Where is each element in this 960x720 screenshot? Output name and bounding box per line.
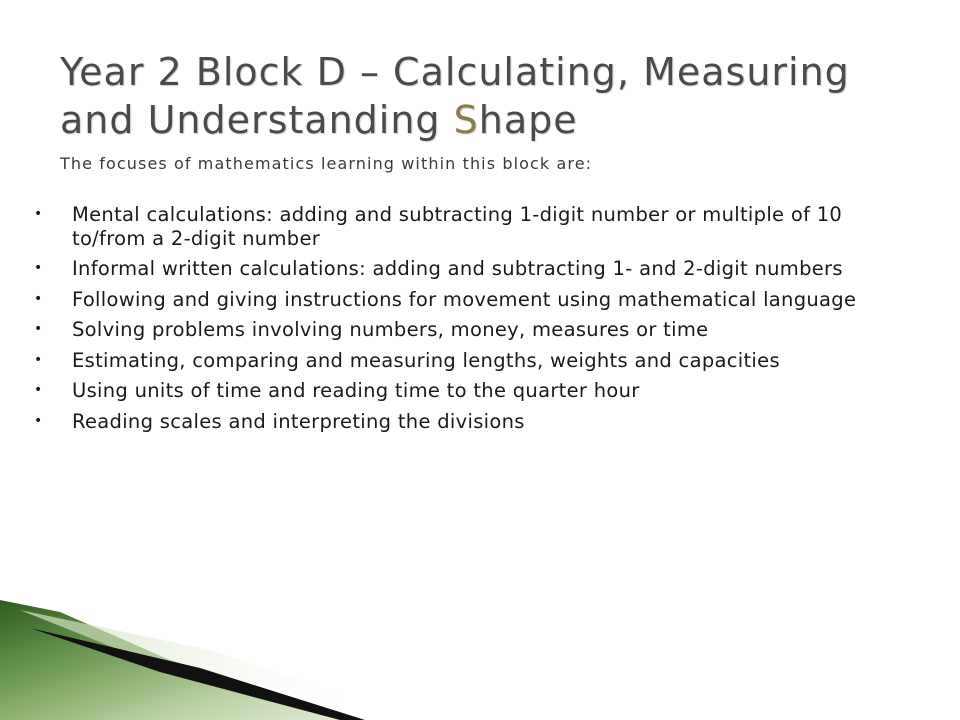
list-item-text: Reading scales and interpreting the divisions <box>72 409 525 433</box>
list-item-text: Informal written calculations: adding and subtracting 1- and 2-digit numbers <box>72 257 843 280</box>
bullet-icon: • <box>34 321 43 337</box>
black-swoosh <box>30 628 365 720</box>
list-item-text: Mental calculations: adding and subtracting 1-digit number or multiple of 10 to/from a 2-digit number <box>72 203 843 250</box>
slide-subtitle: The focuses of mathematics learning within this block are: <box>60 154 593 173</box>
list-item <box>28 203 918 250</box>
slide-title <box>60 48 920 144</box>
list-item-text: Estimating, comparing and measuring lengths, weights and capacities <box>72 348 780 372</box>
list-item <box>28 257 918 281</box>
list-item <box>28 318 918 342</box>
title-text-part2: hape <box>478 98 578 142</box>
list-item <box>28 288 918 312</box>
title-accent-letter: S <box>453 98 479 142</box>
list-item-text: Using units of time and reading time to the quarter hour <box>72 379 640 402</box>
bullet-icon: • <box>34 382 43 398</box>
list-item <box>28 379 918 403</box>
list-item <box>28 410 918 434</box>
list-item-text: Solving problems involving numbers, money, measures or time <box>72 318 709 341</box>
list-item <box>28 349 918 373</box>
list-item-text: Following and giving instructions for movement using mathematical language <box>72 287 857 311</box>
bullet-icon: • <box>34 412 43 429</box>
light-swoosh <box>20 610 380 705</box>
bullet-icon: • <box>34 351 43 368</box>
focus-list <box>28 203 918 440</box>
title-text-part1: Year 2 Block D – Calculating, Measuring and Understanding <box>60 50 850 142</box>
bullet-icon: • <box>34 290 43 307</box>
bullet-icon: • <box>34 206 43 222</box>
bullet-icon: • <box>34 260 43 276</box>
green-swoosh <box>0 600 360 720</box>
